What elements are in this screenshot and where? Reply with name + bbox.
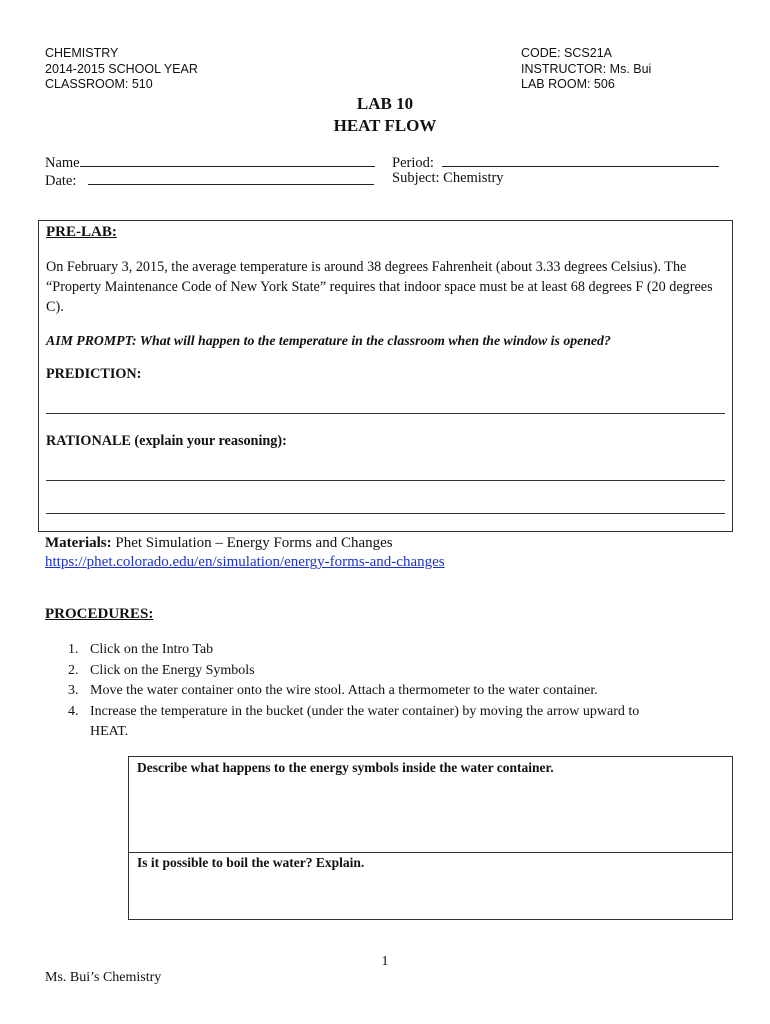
prelab-heading: PRE-LAB: [46, 224, 117, 240]
footer-author: Ms. Bui’s Chemistry [45, 970, 162, 985]
instructor: INSTRUCTOR: Ms. Bui [521, 61, 652, 76]
aim-prompt: AIM PROMPT: What will happen to the temperature in the classroom when the window is opened? [46, 333, 611, 348]
subject-label: Subject: Chemistry [392, 170, 504, 186]
course-name: CHEMISTRY [45, 46, 119, 60]
school-year: 2014-2015 SCHOOL YEAR [45, 61, 198, 76]
period-field[interactable] [392, 152, 719, 172]
date-label: Date: [45, 173, 77, 189]
procedures-heading: PROCEDURES: [45, 606, 154, 622]
rationale-label: RATIONALE (explain your reasoning): [46, 433, 287, 449]
date-blank[interactable] [88, 170, 374, 185]
date-field[interactable] [45, 170, 374, 190]
procedure-step: 2. Click on the Energy Symbols [68, 662, 255, 678]
classroom: CLASSROOM: 510 [45, 77, 153, 91]
rationale-line-1[interactable] [46, 480, 725, 481]
materials [45, 533, 393, 553]
course-code: CODE: SCS21A [521, 46, 613, 60]
name-label: Name [45, 155, 80, 171]
name-blank[interactable] [80, 152, 375, 167]
question-energy-symbols: Describe what happens to the energy symbols inside the water container. [137, 760, 554, 775]
lab-number: LAB 10 [356, 94, 414, 113]
period-blank[interactable] [442, 152, 719, 167]
prediction-line[interactable] [46, 413, 725, 414]
period-label: Period: [392, 155, 434, 171]
table-divider [129, 852, 732, 853]
prelab-paragraph: On February 3, 2015, the average temperature is around 38 degrees Fahrenheit (about 3.33 degrees Celsius). The “Property Maintenance Code of New York State” requires that indoor space must be at least 68 degrees F (20 degrees C). [46, 259, 713, 315]
materials-text: Phet Simulation – Energy Forms and Changes [111, 535, 393, 551]
procedures-list [46, 640, 696, 743]
lab-room: LAB ROOM: 506 [521, 77, 615, 91]
header-right [521, 46, 651, 93]
rationale-line-2[interactable] [46, 513, 725, 514]
name-field[interactable] [45, 152, 375, 172]
procedure-step: 4. Increase the temperature in the bucket (under the water container) by moving the arrow upward to HEAT. [68, 703, 640, 739]
lab-title: HEAT FLOW [333, 116, 437, 135]
phet-link[interactable]: https://phet.colorado.edu/en/simulation/energy-forms-and-changes [45, 554, 445, 570]
prelab-box [38, 220, 733, 532]
question-boil-water: Is it possible to boil the water? Explain. [137, 855, 365, 870]
materials-label: Materials: [45, 535, 112, 551]
question-table [128, 756, 733, 920]
prediction-label: PREDICTION: [46, 366, 142, 382]
header-left [45, 46, 198, 93]
page-number: 1 [381, 954, 389, 969]
procedure-step: 1. Click on the Intro Tab [68, 642, 214, 657]
procedure-step: 3. Move the water container onto the wire stool. Attach a thermometer to the water container. [68, 683, 598, 698]
